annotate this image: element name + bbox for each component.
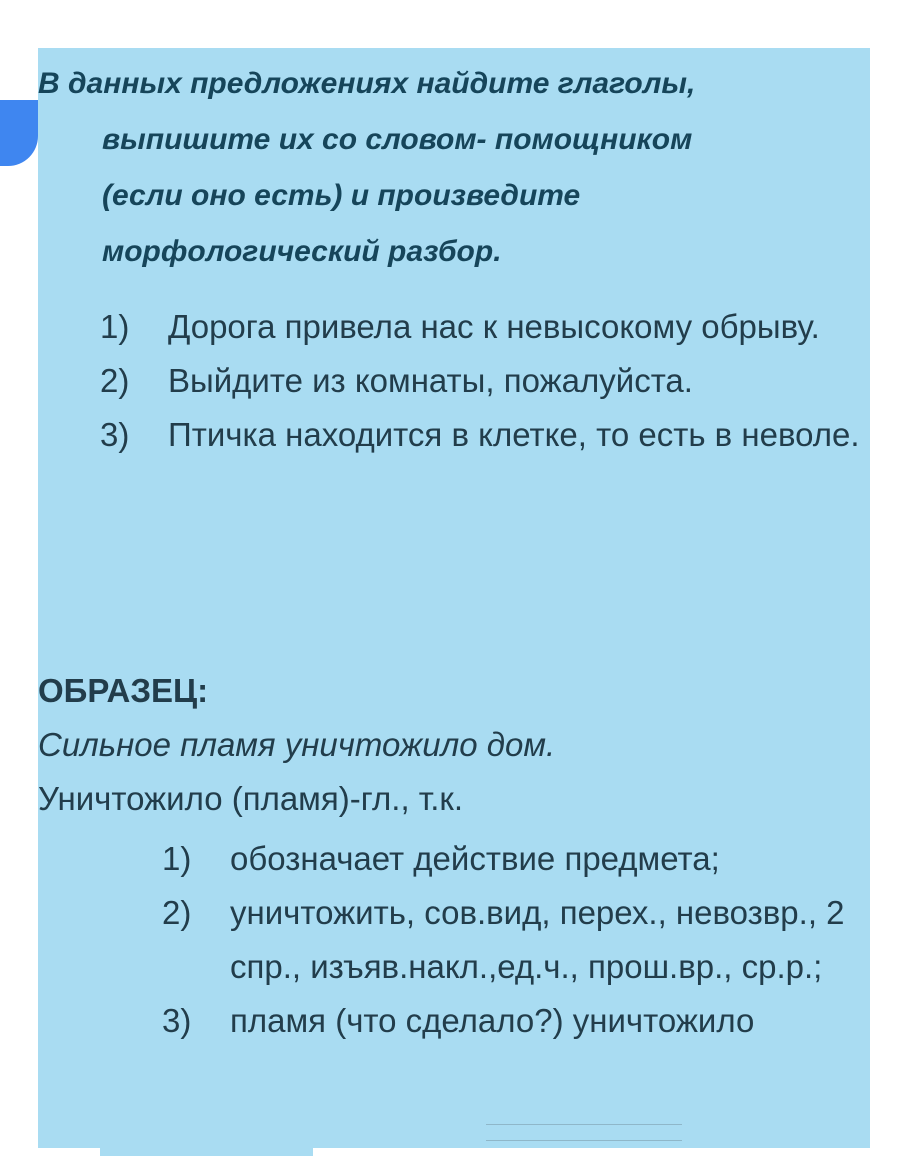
sentence-item — [100, 354, 860, 408]
analysis-text: уничтожить, сов.вид, перех., невозвр., 2 спр., изъяв.накл.,ед.ч., прош.вр., ср.р.; — [230, 894, 845, 985]
task-line: морфологический разбор. — [102, 235, 502, 268]
analysis-item — [162, 994, 862, 1048]
analysis-item — [162, 886, 862, 994]
sentence-text: Дорога привела нас к невысокому обрыву. — [168, 308, 820, 345]
sentence-item — [100, 300, 860, 354]
bottom-panel-strip — [100, 1146, 313, 1156]
analysis-text: пламя (что сделало?) уничтожило — [230, 1002, 755, 1039]
analysis-item — [162, 832, 862, 886]
analysis-number: 3) — [162, 1002, 192, 1039]
sample-analysis-head: Уничтожило (пламя)-гл., т.к. — [38, 780, 464, 817]
sentence-number: 3) — [100, 416, 130, 453]
sentence-text: Выйдите из комнаты, пожалуйста. — [168, 362, 693, 399]
sentence-number: 2) — [100, 362, 130, 399]
sample-heading: ОБРАЗЕЦ: — [38, 672, 209, 709]
sentence-list — [100, 300, 860, 462]
task-line: выпишите их со словом- помощником — [102, 123, 693, 156]
analysis-number: 2) — [162, 894, 192, 931]
sentence-item — [100, 408, 860, 462]
task-line: В данных предложениях найдите глаголы, — [38, 67, 696, 100]
divider-line — [486, 1140, 682, 1141]
task-instruction — [38, 56, 838, 280]
side-accent-tab — [0, 100, 38, 166]
analysis-list — [162, 832, 862, 1048]
analysis-number: 1) — [162, 840, 192, 877]
sentence-number: 1) — [100, 308, 130, 345]
sample-sentence: Сильное пламя уничтожило дом. — [38, 726, 556, 763]
divider-line — [486, 1124, 682, 1125]
task-line: (если оно есть) и произведите — [102, 179, 581, 212]
analysis-text: обозначает действие предмета; — [230, 840, 720, 877]
sentence-text: Птичка находится в клетке, то есть в неволе. — [168, 416, 860, 453]
